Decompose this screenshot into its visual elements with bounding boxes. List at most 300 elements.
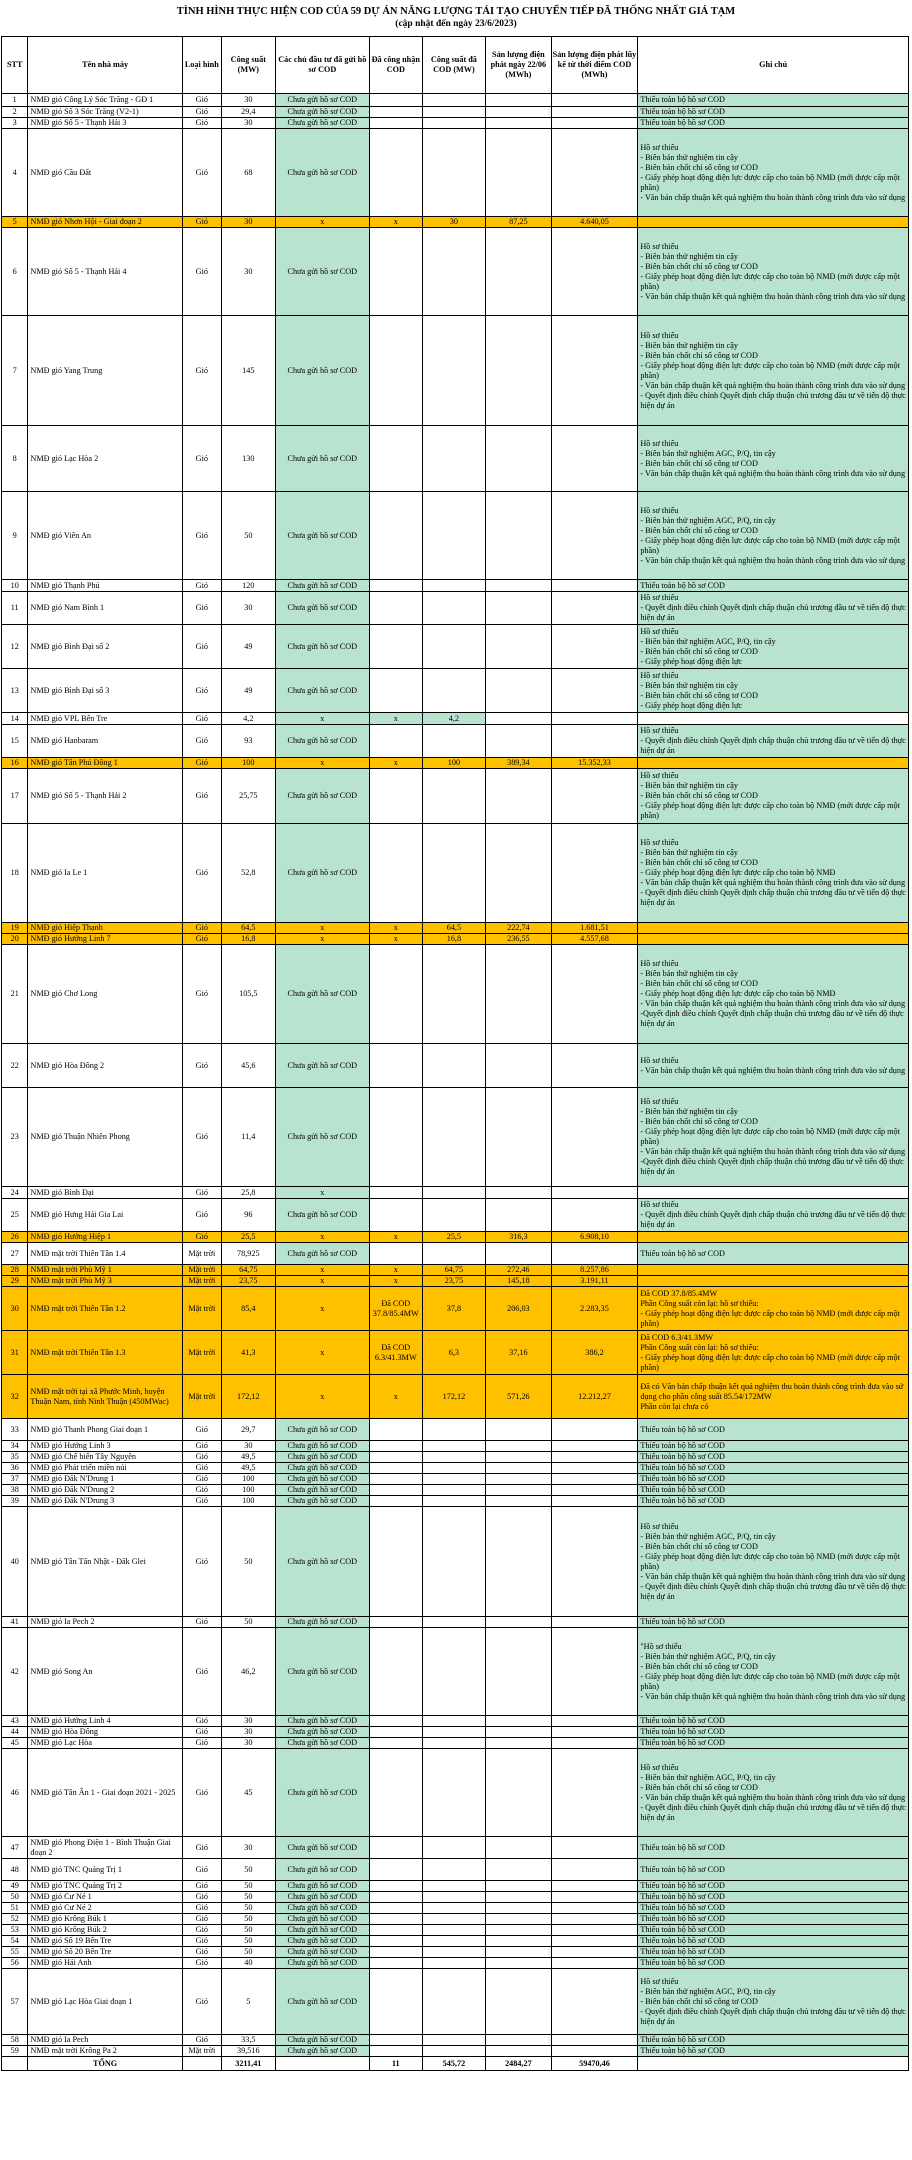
row-type: Gió [182,94,221,107]
row-plant-name: NMĐ gió Hướng Linh 4 [28,1716,182,1727]
row-stt: 47 [2,1837,28,1859]
row-accepted: x [369,713,422,725]
row-output-cumulative [551,945,638,1044]
table-row [2,1232,909,1243]
row-accepted [369,1727,422,1738]
table-row [2,1331,909,1375]
row-cod-capacity [422,228,485,316]
row-output-day [486,1243,552,1265]
row-accepted [369,118,422,129]
row-stt: 24 [2,1187,28,1199]
row-cod-capacity [422,2035,485,2046]
row-type: Gió [182,1738,221,1749]
col-header-note: Ghi chú [638,37,909,94]
row-output-cumulative [551,426,638,492]
table-row [2,758,909,769]
row-type: Gió [182,824,221,923]
row-type: Gió [182,1749,221,1837]
row-capacity: 85,4 [221,1287,275,1331]
row-note [638,758,909,769]
row-plant-name: NMĐ gió Số 5 - Thạnh Hải 4 [28,228,182,316]
col-header-cod-capacity: Công suất đã COD (MW) [422,37,485,94]
row-note: Thiếu toàn bộ hồ sơ COD [638,1727,909,1738]
row-submitted-status: Chưa gửi hồ sơ COD [275,669,369,713]
row-capacity: 49,5 [221,1463,275,1474]
row-accepted [369,824,422,923]
table-row [2,1958,909,1969]
row-stt: 43 [2,1716,28,1727]
row-cod-capacity [422,1936,485,1947]
row-stt: 32 [2,1375,28,1419]
row-output-cumulative [551,1452,638,1463]
table-row [2,1727,909,1738]
row-type: Gió [182,1727,221,1738]
row-cod-capacity [422,426,485,492]
row-plant-name: NMĐ gió Số 3 Sóc Trăng (V2-1) [28,107,182,118]
row-submitted-status: x [275,713,369,725]
table-row [2,1276,909,1287]
row-output-cumulative [551,118,638,129]
row-plant-name: NMĐ gió Số 5 - Thạnh Hải 3 [28,118,182,129]
table-row [2,118,909,129]
table-row [2,1969,909,2035]
row-capacity: 50 [221,1881,275,1892]
row-plant-name: NMĐ gió Thạnh Phú [28,580,182,592]
row-output-cumulative [551,2046,638,2057]
row-submitted-status: Chưa gửi hồ sơ COD [275,824,369,923]
table-row [2,1716,909,1727]
row-output-day: 222,74 [486,923,552,934]
row-note: Thiếu toàn bộ hồ sơ COD [638,1474,909,1485]
row-plant-name: NMĐ gió Ia Pech [28,2035,182,2046]
row-output-day [486,94,552,107]
row-plant-name: NMĐ gió Bình Đại số 3 [28,669,182,713]
row-note: Thiếu toàn bộ hồ sơ COD [638,118,909,129]
row-accepted [369,769,422,824]
row-accepted: x [369,217,422,228]
row-note: Thiếu toàn bộ hồ sơ COD [638,1419,909,1441]
row-output-cumulative [551,1617,638,1628]
row-stt: 55 [2,1947,28,1958]
row-note: Thiếu toàn bộ hồ sơ COD [638,1617,909,1628]
row-stt: 41 [2,1617,28,1628]
row-type: Gió [182,945,221,1044]
row-note [638,934,909,945]
row-submitted-status: Chưa gửi hồ sơ COD [275,769,369,824]
total-submitted-cell [275,2057,369,2071]
row-type: Gió [182,1881,221,1892]
row-accepted [369,1496,422,1507]
table-row [2,1936,909,1947]
row-plant-name: NMĐ gió Thuận Nhiên Phong [28,1088,182,1187]
row-accepted: x [369,923,422,934]
row-type: Gió [182,725,221,758]
cod-status-table [1,36,909,2071]
row-stt: 1 [2,94,28,107]
row-output-cumulative [551,1463,638,1474]
table-row [2,1419,909,1441]
row-output-cumulative [551,625,638,669]
row-plant-name: NMĐ gió Đăk N'Drung 3 [28,1496,182,1507]
row-note: "Hồ sơ thiếu - Biên bản thử nghiệm AGC, P/Q, tin cậy - Biên bản chốt chỉ số công tơ COD - Giấy phép hoạt động điện lực được cấp cho toàn bộ NMĐ (mới được cấp một phần) - Văn bản chấp thuận kết quả nghiệm thu hoàn thành công trình đưa vào sử dụng [638,1628,909,1716]
row-stt: 50 [2,1892,28,1903]
row-cod-capacity [422,1738,485,1749]
table-row [2,426,909,492]
row-type: Gió [182,1463,221,1474]
row-type: Gió [182,129,221,217]
row-note [638,923,909,934]
row-accepted: x [369,1375,422,1419]
row-type: Gió [182,1892,221,1903]
row-plant-name: NMĐ gió Krông Búk 1 [28,1914,182,1925]
row-submitted-status: x [275,934,369,945]
row-plant-name: NMĐ gió Hướng Hiệp 1 [28,1232,182,1243]
row-output-cumulative: 2.283,35 [551,1287,638,1331]
row-output-cumulative [551,1727,638,1738]
total-cod-capacity: 545,72 [422,2057,485,2071]
row-output-day [486,669,552,713]
col-header-output-day: Sản lượng điện phát ngày 22/06 (MWh) [486,37,552,94]
row-output-cumulative [551,1881,638,1892]
row-plant-name: NMĐ gió Hòa Đông 2 [28,1044,182,1088]
row-output-cumulative [551,492,638,580]
row-output-cumulative [551,316,638,426]
row-capacity: 46,2 [221,1628,275,1716]
row-output-day [486,824,552,923]
row-output-day [486,725,552,758]
row-note: Hồ sơ thiếu - Biên bản thử nghiệm tin cậy - Biên bản chốt chỉ số công tơ COD - Giấy phép hoạt động điện lực được cấp cho toàn bộ NMĐ - Văn bản chấp thuận kết quả nghiệm thu hoàn thành công trình đưa vào sử dụng -Quyết định điều chỉnh Quyết định chấp thuận chủ trương đầu tư về tiến độ thực hiện dự án [638,945,909,1044]
row-submitted-status: x [275,1187,369,1199]
row-stt: 13 [2,669,28,713]
row-type: Gió [182,1474,221,1485]
row-plant-name: NMĐ gió Số 19 Bến Tre [28,1936,182,1947]
row-submitted-status: Chưa gửi hồ sơ COD [275,1969,369,2035]
col-header-accepted: Đã công nhận COD [369,37,422,94]
table-row [2,1617,909,1628]
row-output-day [486,1419,552,1441]
row-cod-capacity: 25,5 [422,1232,485,1243]
row-type: Mặt trời [182,1276,221,1287]
row-stt: 23 [2,1088,28,1187]
table-row [2,228,909,316]
row-note: Thiếu toàn bộ hồ sơ COD [638,94,909,107]
total-output-cumulative: 59470,46 [551,2057,638,2071]
row-cod-capacity [422,592,485,625]
row-submitted-status: Chưa gửi hồ sơ COD [275,426,369,492]
row-accepted [369,426,422,492]
row-stt: 17 [2,769,28,824]
row-type: Mặt trời [182,1375,221,1419]
row-output-day [486,1958,552,1969]
row-stt: 3 [2,118,28,129]
row-output-cumulative [551,592,638,625]
row-capacity: 39,516 [221,2046,275,2057]
row-output-cumulative [551,713,638,725]
row-submitted-status: Chưa gửi hồ sơ COD [275,1749,369,1837]
row-stt: 29 [2,1276,28,1287]
row-capacity: 25,5 [221,1232,275,1243]
row-submitted-status: Chưa gửi hồ sơ COD [275,1958,369,1969]
row-cod-capacity [422,107,485,118]
row-cod-capacity: 172,12 [422,1375,485,1419]
row-submitted-status: Chưa gửi hồ sơ COD [275,1419,369,1441]
row-plant-name: NMĐ gió Hưng Hải Gia Lai [28,1199,182,1232]
row-stt: 26 [2,1232,28,1243]
row-capacity: 30 [221,592,275,625]
row-submitted-status: x [275,1276,369,1287]
row-cod-capacity [422,769,485,824]
row-capacity: 172,12 [221,1375,275,1419]
row-type: Gió [182,1044,221,1088]
row-output-day [486,769,552,824]
row-accepted [369,1716,422,1727]
row-stt: 57 [2,1969,28,2035]
row-output-cumulative [551,1925,638,1936]
row-output-day [486,1507,552,1617]
row-submitted-status: Chưa gửi hồ sơ COD [275,228,369,316]
row-note: Thiếu toàn bộ hồ sơ COD [638,1903,909,1914]
row-submitted-status: Chưa gửi hồ sơ COD [275,1947,369,1958]
row-cod-capacity [422,1837,485,1859]
row-stt: 21 [2,945,28,1044]
row-type: Gió [182,1187,221,1199]
row-capacity: 49 [221,669,275,713]
row-output-cumulative [551,1485,638,1496]
row-note: Thiếu toàn bộ hồ sơ COD [638,1892,909,1903]
row-plant-name: NMĐ gió Hướng Linh 3 [28,1441,182,1452]
row-output-day: 272,46 [486,1265,552,1276]
row-cod-capacity [422,1727,485,1738]
document-header [0,0,912,30]
row-accepted [369,1474,422,1485]
row-note: Thiếu toàn bộ hồ sơ COD [638,1243,909,1265]
row-output-cumulative [551,1859,638,1881]
row-note: Thiếu toàn bộ hồ sơ COD [638,1859,909,1881]
row-output-cumulative [551,1187,638,1199]
row-output-cumulative [551,1914,638,1925]
row-note: Hồ sơ thiếu - Biên bản thử nghiệm AGC, P/Q, tin cậy - Biên bản chốt chỉ số công tơ COD - Giấy phép hoạt động điện lực được cấp cho toàn bộ NMĐ (mới được cấp một phần) - Văn bản chấp thuận kết quả nghiệm thu hoàn thành công trình đưa vào sử dụng [638,492,909,580]
row-cod-capacity [422,492,485,580]
row-type: Gió [182,316,221,426]
row-plant-name: NMĐ gió Krông Búk 2 [28,1925,182,1936]
row-accepted [369,129,422,217]
row-plant-name: NMĐ mặt trời Phù Mỹ 3 [28,1276,182,1287]
row-accepted [369,1452,422,1463]
row-output-day [486,2035,552,2046]
row-type: Mặt trời [182,1265,221,1276]
row-plant-name: NMĐ gió Tân Phú Đông 1 [28,758,182,769]
table-row [2,725,909,758]
row-output-cumulative [551,1419,638,1441]
row-capacity: 11,4 [221,1088,275,1187]
row-cod-capacity [422,1958,485,1969]
row-cod-capacity [422,1617,485,1628]
row-output-day [486,1881,552,1892]
document-subtitle: (cập nhật đến ngày 23/6/2023) [395,19,517,29]
row-stt: 48 [2,1859,28,1881]
row-output-cumulative [551,1903,638,1914]
row-accepted [369,94,422,107]
row-output-day [486,316,552,426]
table-row [2,2046,909,2057]
table-row [2,1375,909,1419]
row-submitted-status: x [275,217,369,228]
row-note: Hồ sơ thiếu - Biên bản thử nghiệm tin cậy - Biên bản chốt chỉ số công tơ COD - Giấy phép hoạt động điện lực được cấp cho toàn bộ NMĐ (mới được cấp một phần) - Văn bản chấp thuận kết quả nghiệm thu hoàn thành công trình đưa vào sử dụng - Quyết định điều chỉnh Quyết định chấp thuận chủ trương đầu tư về tiến độ thực hiện dự án [638,316,909,426]
row-stt: 59 [2,2046,28,2057]
row-accepted [369,1738,422,1749]
row-cod-capacity [422,1969,485,2035]
row-capacity: 23,75 [221,1276,275,1287]
row-output-day [486,713,552,725]
row-capacity: 40 [221,1958,275,1969]
row-capacity: 93 [221,725,275,758]
row-stt: 37 [2,1474,28,1485]
row-output-cumulative [551,1628,638,1716]
row-output-day [486,228,552,316]
table-row [2,580,909,592]
row-output-cumulative [551,824,638,923]
row-accepted [369,2046,422,2057]
row-stt: 8 [2,426,28,492]
table-row [2,1628,909,1716]
row-stt: 56 [2,1958,28,1969]
row-type: Gió [182,1628,221,1716]
row-stt: 51 [2,1903,28,1914]
row-plant-name: NMĐ gió Viên An [28,492,182,580]
row-type: Gió [182,1617,221,1628]
row-note: Đã COD 6.3/41.3MW Phần Công suất còn lại: hồ sơ thiếu: - Giấy phép hoạt động điện lực được cấp cho toàn bộ NMĐ (mới được cấp một phần) [638,1331,909,1375]
row-stt: 12 [2,625,28,669]
row-cod-capacity [422,1859,485,1881]
table-row [2,1507,909,1617]
row-capacity: 105,5 [221,945,275,1044]
row-output-day: 571,26 [486,1375,552,1419]
row-submitted-status: Chưa gửi hồ sơ COD [275,625,369,669]
row-note: Thiếu toàn bộ hồ sơ COD [638,1463,909,1474]
row-output-day: 145,18 [486,1276,552,1287]
row-cod-capacity: 23,75 [422,1276,485,1287]
row-output-day: 236,55 [486,934,552,945]
row-stt: 19 [2,923,28,934]
row-accepted: x [369,1265,422,1276]
row-accepted [369,1947,422,1958]
row-stt: 42 [2,1628,28,1716]
row-plant-name: NMĐ mặt trời Thiên Tân 1.2 [28,1287,182,1331]
row-submitted-status: Chưa gửi hồ sơ COD [275,1859,369,1881]
row-type: Gió [182,1088,221,1187]
row-submitted-status: Chưa gửi hồ sơ COD [275,316,369,426]
row-output-cumulative: 4.557,68 [551,934,638,945]
row-cod-capacity [422,2046,485,2057]
row-cod-capacity [422,1925,485,1936]
table-row [2,1859,909,1881]
row-output-cumulative [551,1243,638,1265]
row-plant-name: NMĐ gió Ia Pech 2 [28,1617,182,1628]
table-row [2,625,909,669]
row-accepted [369,1892,422,1903]
row-note: Hồ sơ thiếu - Biên bản thử nghiệm tin cậy - Biên bản chốt chỉ số công tơ COD - Giấy phép hoạt động điện lực được cấp cho toàn bộ NMĐ (mới được cấp một phần) [638,769,909,824]
row-accepted [369,2035,422,2046]
row-capacity: 5 [221,1969,275,2035]
row-type: Gió [182,769,221,824]
row-submitted-status: Chưa gửi hồ sơ COD [275,1044,369,1088]
row-stt: 11 [2,592,28,625]
row-capacity: 30 [221,94,275,107]
row-stt: 34 [2,1441,28,1452]
row-output-day [486,1485,552,1496]
row-note: Thiếu toàn bộ hồ sơ COD [638,2046,909,2057]
row-stt: 54 [2,1936,28,1947]
row-submitted-status: x [275,1375,369,1419]
row-cod-capacity: 4,2 [422,713,485,725]
row-stt: 52 [2,1914,28,1925]
table-row [2,1485,909,1496]
row-submitted-status: Chưa gửi hồ sơ COD [275,1716,369,1727]
row-note [638,1276,909,1287]
row-submitted-status: Chưa gửi hồ sơ COD [275,580,369,592]
row-output-day [486,1837,552,1859]
row-capacity: 50 [221,1507,275,1617]
row-accepted [369,625,422,669]
row-plant-name: NMĐ gió TNC Quảng Trị 1 [28,1859,182,1881]
row-output-day [486,1892,552,1903]
row-cod-capacity: 37,8 [422,1287,485,1331]
row-plant-name: NMĐ gió Tân Tấn Nhật - Đăk Glei [28,1507,182,1617]
row-type: Mặt trời [182,1287,221,1331]
row-type: Gió [182,492,221,580]
table-row [2,1187,909,1199]
row-stt: 35 [2,1452,28,1463]
row-cod-capacity [422,1243,485,1265]
row-output-cumulative [551,1199,638,1232]
row-cod-capacity [422,1903,485,1914]
row-submitted-status: Chưa gửi hồ sơ COD [275,2046,369,2057]
row-capacity: 64,5 [221,923,275,934]
row-note: Hồ sơ thiếu - Biên bản thử nghiệm AGC, P/Q, tin cậy - Biên bản chốt chỉ số công tơ COD - Giấy phép hoạt động điện lực được cấp cho toàn bộ NMĐ (mới được cấp một phần) - Văn bản chấp thuận kết quả nghiệm thu hoàn thành công trình đưa vào sử dụng - Quyết định điều chỉnh Quyết định chấp thuận chủ trương đầu tư về tiến độ thực hiện dự án [638,1507,909,1617]
row-plant-name: NMĐ gió Hanbaram [28,725,182,758]
row-capacity: 29,7 [221,1419,275,1441]
row-capacity: 30 [221,1716,275,1727]
row-type: Gió [182,228,221,316]
row-accepted: x [369,934,422,945]
row-plant-name: NMĐ gió Hải Anh [28,1958,182,1969]
row-capacity: 50 [221,1925,275,1936]
col-header-submitted: Các chủ đầu tư đã gửi hồ sơ COD [275,37,369,94]
row-plant-name: NMĐ gió TNC Quảng Trị 2 [28,1881,182,1892]
row-output-cumulative [551,1969,638,2035]
row-type: Gió [182,1914,221,1925]
row-accepted [369,725,422,758]
row-capacity: 145 [221,316,275,426]
row-output-day [486,1738,552,1749]
table-row [2,713,909,725]
row-cod-capacity: 64,75 [422,1265,485,1276]
row-type: Mặt trời [182,1331,221,1375]
row-submitted-status: Chưa gửi hồ sơ COD [275,1507,369,1617]
row-cod-capacity [422,1463,485,1474]
row-type: Gió [182,217,221,228]
row-cod-capacity: 6,3 [422,1331,485,1375]
row-accepted: x [369,1276,422,1287]
row-accepted [369,1419,422,1441]
row-capacity: 50 [221,1892,275,1903]
col-header-name: Tên nhà máy [28,37,182,94]
row-output-day [486,426,552,492]
row-cod-capacity: 16,8 [422,934,485,945]
table-row [2,1265,909,1276]
row-note: Hồ sơ thiếu - Quyết định điều chỉnh Quyết định chấp thuận chủ trương đầu tư về tiến độ thực hiện dự án [638,725,909,758]
row-capacity: 49,5 [221,1452,275,1463]
